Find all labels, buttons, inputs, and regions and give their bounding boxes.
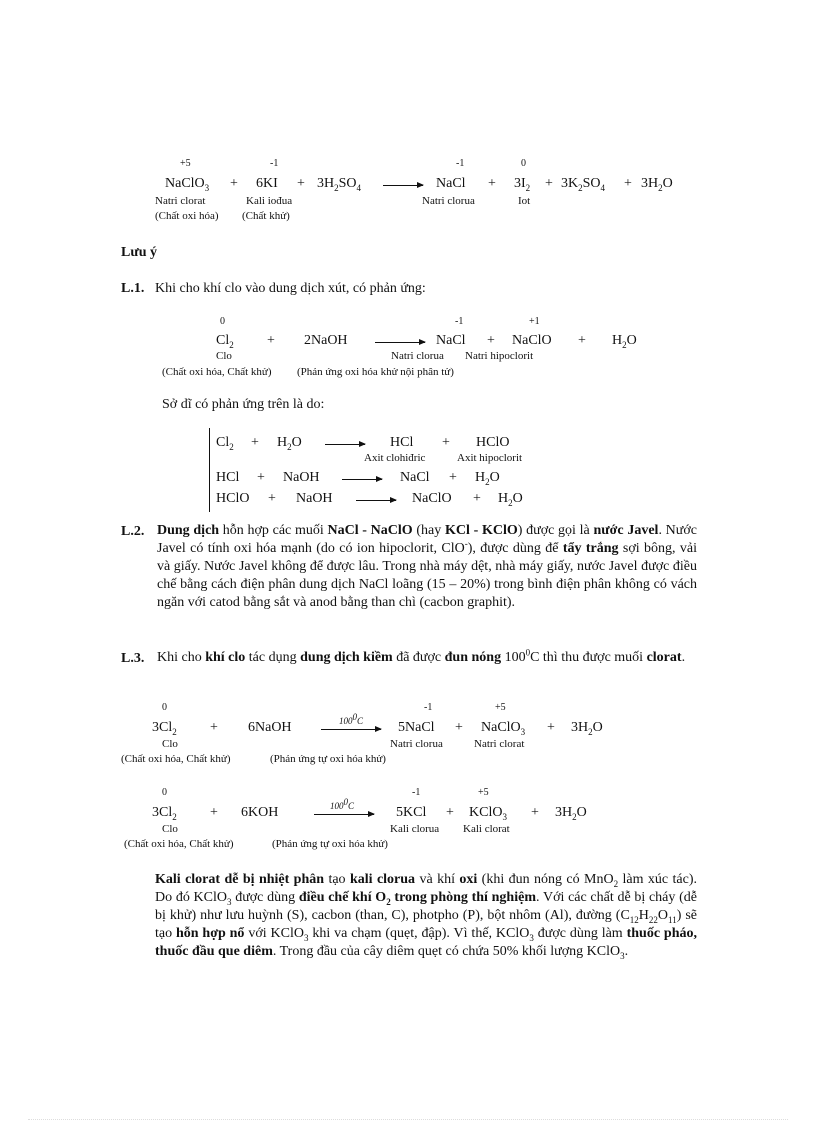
- formula-naclo3: NaClO$_3$: [481, 720, 526, 737]
- formula-koh: 6KOH: [241, 805, 279, 820]
- item-number: L.3.: [121, 651, 145, 666]
- ox-state: +5: [495, 702, 506, 713]
- formula-cl2: $Cl_2$: [216, 435, 234, 452]
- formula-h2o: $H_2O$: [277, 435, 302, 452]
- ox-state: +5: [180, 158, 191, 169]
- formula-h2so4: $3H_2SO_4$: [317, 176, 362, 193]
- label: Clo: [216, 350, 232, 362]
- formula-k2so4: $3K_2SO_4$: [561, 176, 606, 193]
- plus-sign: +: [257, 470, 265, 485]
- plus-sign: +: [210, 720, 218, 735]
- reaction-arrow: [325, 444, 365, 445]
- formula-h2o: $3H_2O$: [641, 176, 673, 193]
- formula-kclo3: KClO$_3$: [469, 805, 507, 822]
- label: Kali clorua: [390, 823, 440, 835]
- plus-sign: +: [446, 805, 454, 820]
- formula-hcl: HCl: [390, 435, 414, 450]
- paragraph: Khi cho khí clo vào dung dịch xút, có phản ứng:: [155, 281, 426, 296]
- label: (Chất oxi hóa): [155, 210, 219, 222]
- brace-line: [209, 428, 210, 512]
- label: (Chất khử): [242, 210, 290, 222]
- label: Kali clorat: [463, 823, 510, 835]
- paragraph-l2: Dung dịch hỗn hợp các muối NaCl - NaClO (hay KCl - KClO) được gọi là nước Javel. Nước Javel có tính oxi hóa mạnh (do có ion hipoclorit, ClO-), được dùng để tẩy trắng sợi bông, vải và giấy. Nước Javel không để được lâu. Trong nhà máy dệt, nhà máy giấy, nước Javel được điều chế bằng cách điện phân dung dịch NaCl loãng (15 – 20%) trong bình điện phân không có vách ngăn với catod bằng sắt và anod bằng than chì (cacbon graphit).: [157, 523, 697, 610]
- formula-cl2: $3Cl_2$: [152, 805, 177, 822]
- label: Natri clorua: [422, 195, 475, 207]
- plus-sign: +: [210, 805, 218, 820]
- label: (Chất oxi hóa, Chất khử): [121, 753, 231, 765]
- label: Natri hipoclorit: [465, 350, 534, 362]
- label: Clo: [162, 738, 178, 750]
- ox-state: 0: [162, 702, 167, 713]
- plus-sign: +: [531, 805, 539, 820]
- label: Iot: [518, 195, 531, 207]
- condition-temperature: $100^0C$: [339, 712, 364, 726]
- plus-sign: +: [487, 333, 495, 348]
- formula-nacl: NaCl: [436, 176, 466, 191]
- formula-cl2: $Cl_2$: [216, 333, 234, 350]
- formula-hcl: HCl: [216, 470, 240, 485]
- formula-naoh: NaOH: [296, 491, 333, 506]
- label: Axit clohiđric: [364, 452, 426, 464]
- formula-h2o: $3H_2O$: [555, 805, 587, 822]
- reaction-arrow: [383, 185, 423, 186]
- label: Natri clorua: [390, 738, 443, 750]
- ox-state: -1: [424, 702, 433, 713]
- formula-ki: 6KI: [256, 176, 278, 191]
- label: Natri clorat: [155, 195, 206, 207]
- plus-sign: +: [267, 333, 275, 348]
- label: (Phản ứng tự oxi hóa khử): [272, 838, 388, 850]
- ox-state: +5: [478, 787, 489, 798]
- formula-i2: $3I_2$: [514, 176, 531, 193]
- plus-sign: +: [449, 470, 457, 485]
- plus-sign: +: [473, 491, 481, 506]
- condition-temperature: $100^0C$: [330, 797, 355, 811]
- formula-nacl: NaCl: [400, 470, 430, 485]
- reaction-arrow: [321, 729, 381, 730]
- ox-state: 0: [220, 316, 225, 327]
- ox-state: -1: [455, 316, 464, 327]
- page-footer-line: [28, 1119, 788, 1120]
- ox-state: -1: [412, 787, 421, 798]
- formula-naoh: 2NaOH: [304, 333, 348, 348]
- label: (Phản ứng tự oxi hóa khử): [270, 753, 386, 765]
- label: Natri clorua: [391, 350, 444, 362]
- label: Natri clorat: [474, 738, 525, 750]
- plus-sign: +: [488, 176, 496, 191]
- formula-h2o: $H_2O$: [498, 491, 523, 508]
- formula-naoh: NaOH: [283, 470, 320, 485]
- label: Kali iođua: [246, 195, 293, 207]
- reaction-arrow: [314, 814, 374, 815]
- plus-sign: +: [455, 720, 463, 735]
- plus-sign: +: [297, 176, 305, 191]
- formula-naclo: NaClO: [412, 491, 452, 506]
- formula-hclo: HClO: [216, 491, 250, 506]
- formula-h2o: $3H_2O$: [571, 720, 603, 737]
- plus-sign: +: [545, 176, 553, 191]
- paragraph-l3: Khi cho khí clo tác dụng dung dịch kiềm đã được đun nóng $100^0C$ thì thu được muối clorat.: [157, 647, 686, 665]
- formula-naoh: 6NaOH: [248, 720, 292, 735]
- plus-sign: +: [251, 435, 259, 450]
- label: (Phản ứng oxi hóa khử nội phân tử): [297, 366, 454, 378]
- formula-naclo: NaClO: [512, 333, 552, 348]
- formula-hclo: HClO: [476, 435, 510, 450]
- ox-state: +1: [529, 316, 540, 327]
- label: (Chất oxi hóa, Chất khử): [162, 366, 272, 378]
- paragraph: Sở dĩ có phản ứng trên là do:: [162, 397, 325, 412]
- item-number: L.1.: [121, 281, 145, 296]
- reaction-arrow: [356, 500, 396, 501]
- paragraph-kclo3: Kali clorat dễ bị nhiệt phân tạo kali clorua và khí oxi (khi đun nóng có MnO$_2$ làm xúc tác). Do đó KClO$_3$ được dùng điều chế khí $O_2$ trong phòng thí nghiệm. Với các chất dễ bị cháy (dễ bị khử) như lưu huỳnh (S), cacbon (than, C), photpho (P), bột nhôm (Al), đường $(C_{12}H_{22}O_{11})$ sẽ tạo hỗn hợp nổ với KClO$_3$ khi va chạm (quẹt, đập). Vì thế, KClO$_3$ được dùng làm thuốc pháo, thuốc đầu que diêm. Trong đầu của cây diêm quẹt có chứa 50% khối lượng KClO$_3$.: [155, 872, 698, 961]
- section-heading-luu-y: Lưu ý: [121, 245, 158, 260]
- reaction-arrow: [342, 479, 382, 480]
- item-number: L.2.: [121, 524, 145, 539]
- plus-sign: +: [442, 435, 450, 450]
- formula-kcl: 5KCl: [396, 805, 427, 820]
- label: Axit hipoclorit: [457, 452, 523, 464]
- formula-cl2: $3Cl_2$: [152, 720, 177, 737]
- formula-nacl: 5NaCl: [398, 720, 435, 735]
- formula-nacl: NaCl: [436, 333, 466, 348]
- plus-sign: +: [230, 176, 238, 191]
- plus-sign: +: [268, 491, 276, 506]
- formula-h2o: $H_2O$: [475, 470, 500, 487]
- formula-naclo3: NaClO$_3$: [165, 176, 210, 193]
- label: Clo: [162, 823, 178, 835]
- ox-state: 0: [521, 158, 526, 169]
- formula-h2o: $H_2O$: [612, 333, 637, 350]
- ox-state: -1: [456, 158, 465, 169]
- ox-state: 0: [162, 787, 167, 798]
- reaction-arrow: [375, 342, 425, 343]
- plus-sign: +: [624, 176, 632, 191]
- plus-sign: +: [547, 720, 555, 735]
- label: (Chất oxi hóa, Chất khử): [124, 838, 234, 850]
- ox-state: -1: [270, 158, 279, 169]
- plus-sign: +: [578, 333, 586, 348]
